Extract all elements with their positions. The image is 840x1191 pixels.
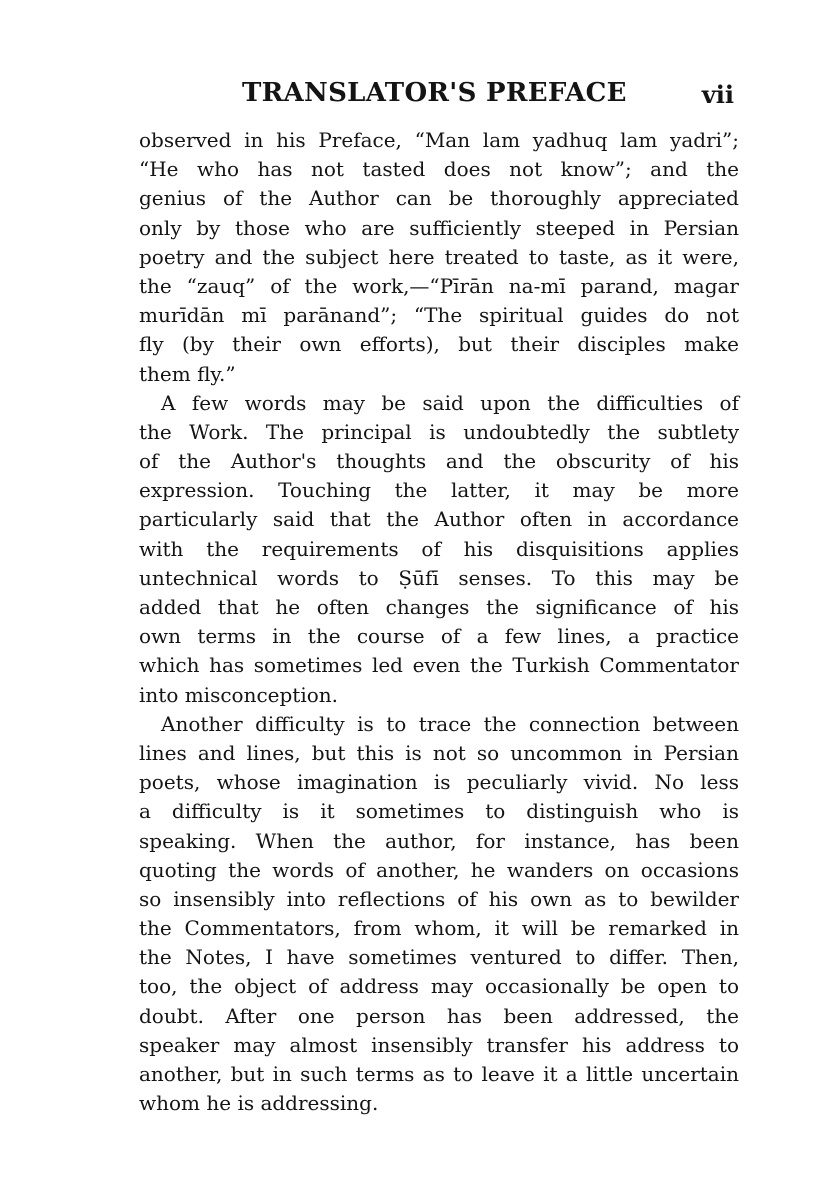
text-line: speaking. When the author, for instance, has been	[139, 828, 739, 853]
text-line: the Work. The principal is undoubtedly the subtlety	[139, 419, 739, 444]
paragraph-1	[139, 126, 739, 389]
text-line: speaker may almost insensibly transfer his address to	[139, 1032, 739, 1057]
text-line: the “zauq” of the work,—“Pīrān na-mī parand, magar	[139, 273, 739, 298]
running-head	[140, 78, 740, 112]
text-line: them fly.”	[139, 361, 236, 386]
text-line: a difficulty is it sometimes to distinguish who is	[139, 799, 739, 824]
paragraph-2	[139, 389, 739, 710]
text-line: murīdān mī parānand”; “The spiritual guides do not	[139, 303, 739, 328]
text-line: poets, whose imagination is peculiarly vivid. No less	[139, 770, 739, 795]
text-line: observed in his Preface, “Man lam yadhuq lam yadri”;	[139, 128, 739, 152]
text-line: so insensibly into reflections of his own as to bewilder	[139, 886, 739, 911]
text-line: genius of the Author can be thoroughly appreciated	[139, 186, 739, 211]
text-line: the Notes, I have sometimes ventured to differ. Then,	[139, 945, 739, 970]
text-line: untechnical words to Ṣūfī senses. To this may be	[139, 565, 739, 590]
text-line: A few words may be said upon the difficulties of	[161, 390, 739, 415]
text-line: Another difficulty is to trace the connection between	[161, 711, 739, 736]
body-text	[139, 126, 739, 1118]
text-line: doubt. After one person has been addressed, the	[139, 1003, 739, 1028]
text-line: poetry and the subject here treated to taste, as it were,	[139, 244, 739, 269]
text-line: which has sometimes led even the Turkish Commentator	[139, 653, 739, 678]
text-line: expression. Touching the latter, it may be more	[139, 478, 739, 503]
page-number: vii	[701, 80, 734, 109]
text-line: lines and lines, but this is not so uncommon in Persian	[139, 740, 739, 765]
text-line: with the requirements of his disquisitions applies	[139, 536, 739, 561]
running-title: TRANSLATOR'S PREFACE	[242, 78, 627, 108]
text-line: particularly said that the Author often in accordance	[139, 507, 739, 532]
text-line: the Commentators, from whom, it will be remarked in	[139, 916, 739, 941]
text-line: fly (by their own efforts), but their disciples make	[139, 332, 739, 357]
text-line: of the Author's thoughts and the obscurity of his	[139, 449, 739, 474]
text-line: too, the object of address may occasionally be open to	[139, 974, 739, 999]
text-line: into misconception.	[139, 682, 339, 707]
text-line: only by those who are sufficiently steeped in Persian	[139, 215, 739, 240]
paragraph-3	[139, 710, 739, 1119]
text-line: added that he often changes the significance of his	[139, 595, 739, 619]
text-line: “He who has not tasted does not know”; and the	[139, 157, 739, 182]
text-line: quoting the words of another, he wanders on occasions	[139, 857, 739, 882]
text-line: own terms in the course of a few lines, a practice	[139, 624, 739, 649]
text-line: whom he is addressing.	[139, 1091, 379, 1116]
text-line: another, but in such terms as to leave it a little uncertain	[139, 1062, 739, 1086]
